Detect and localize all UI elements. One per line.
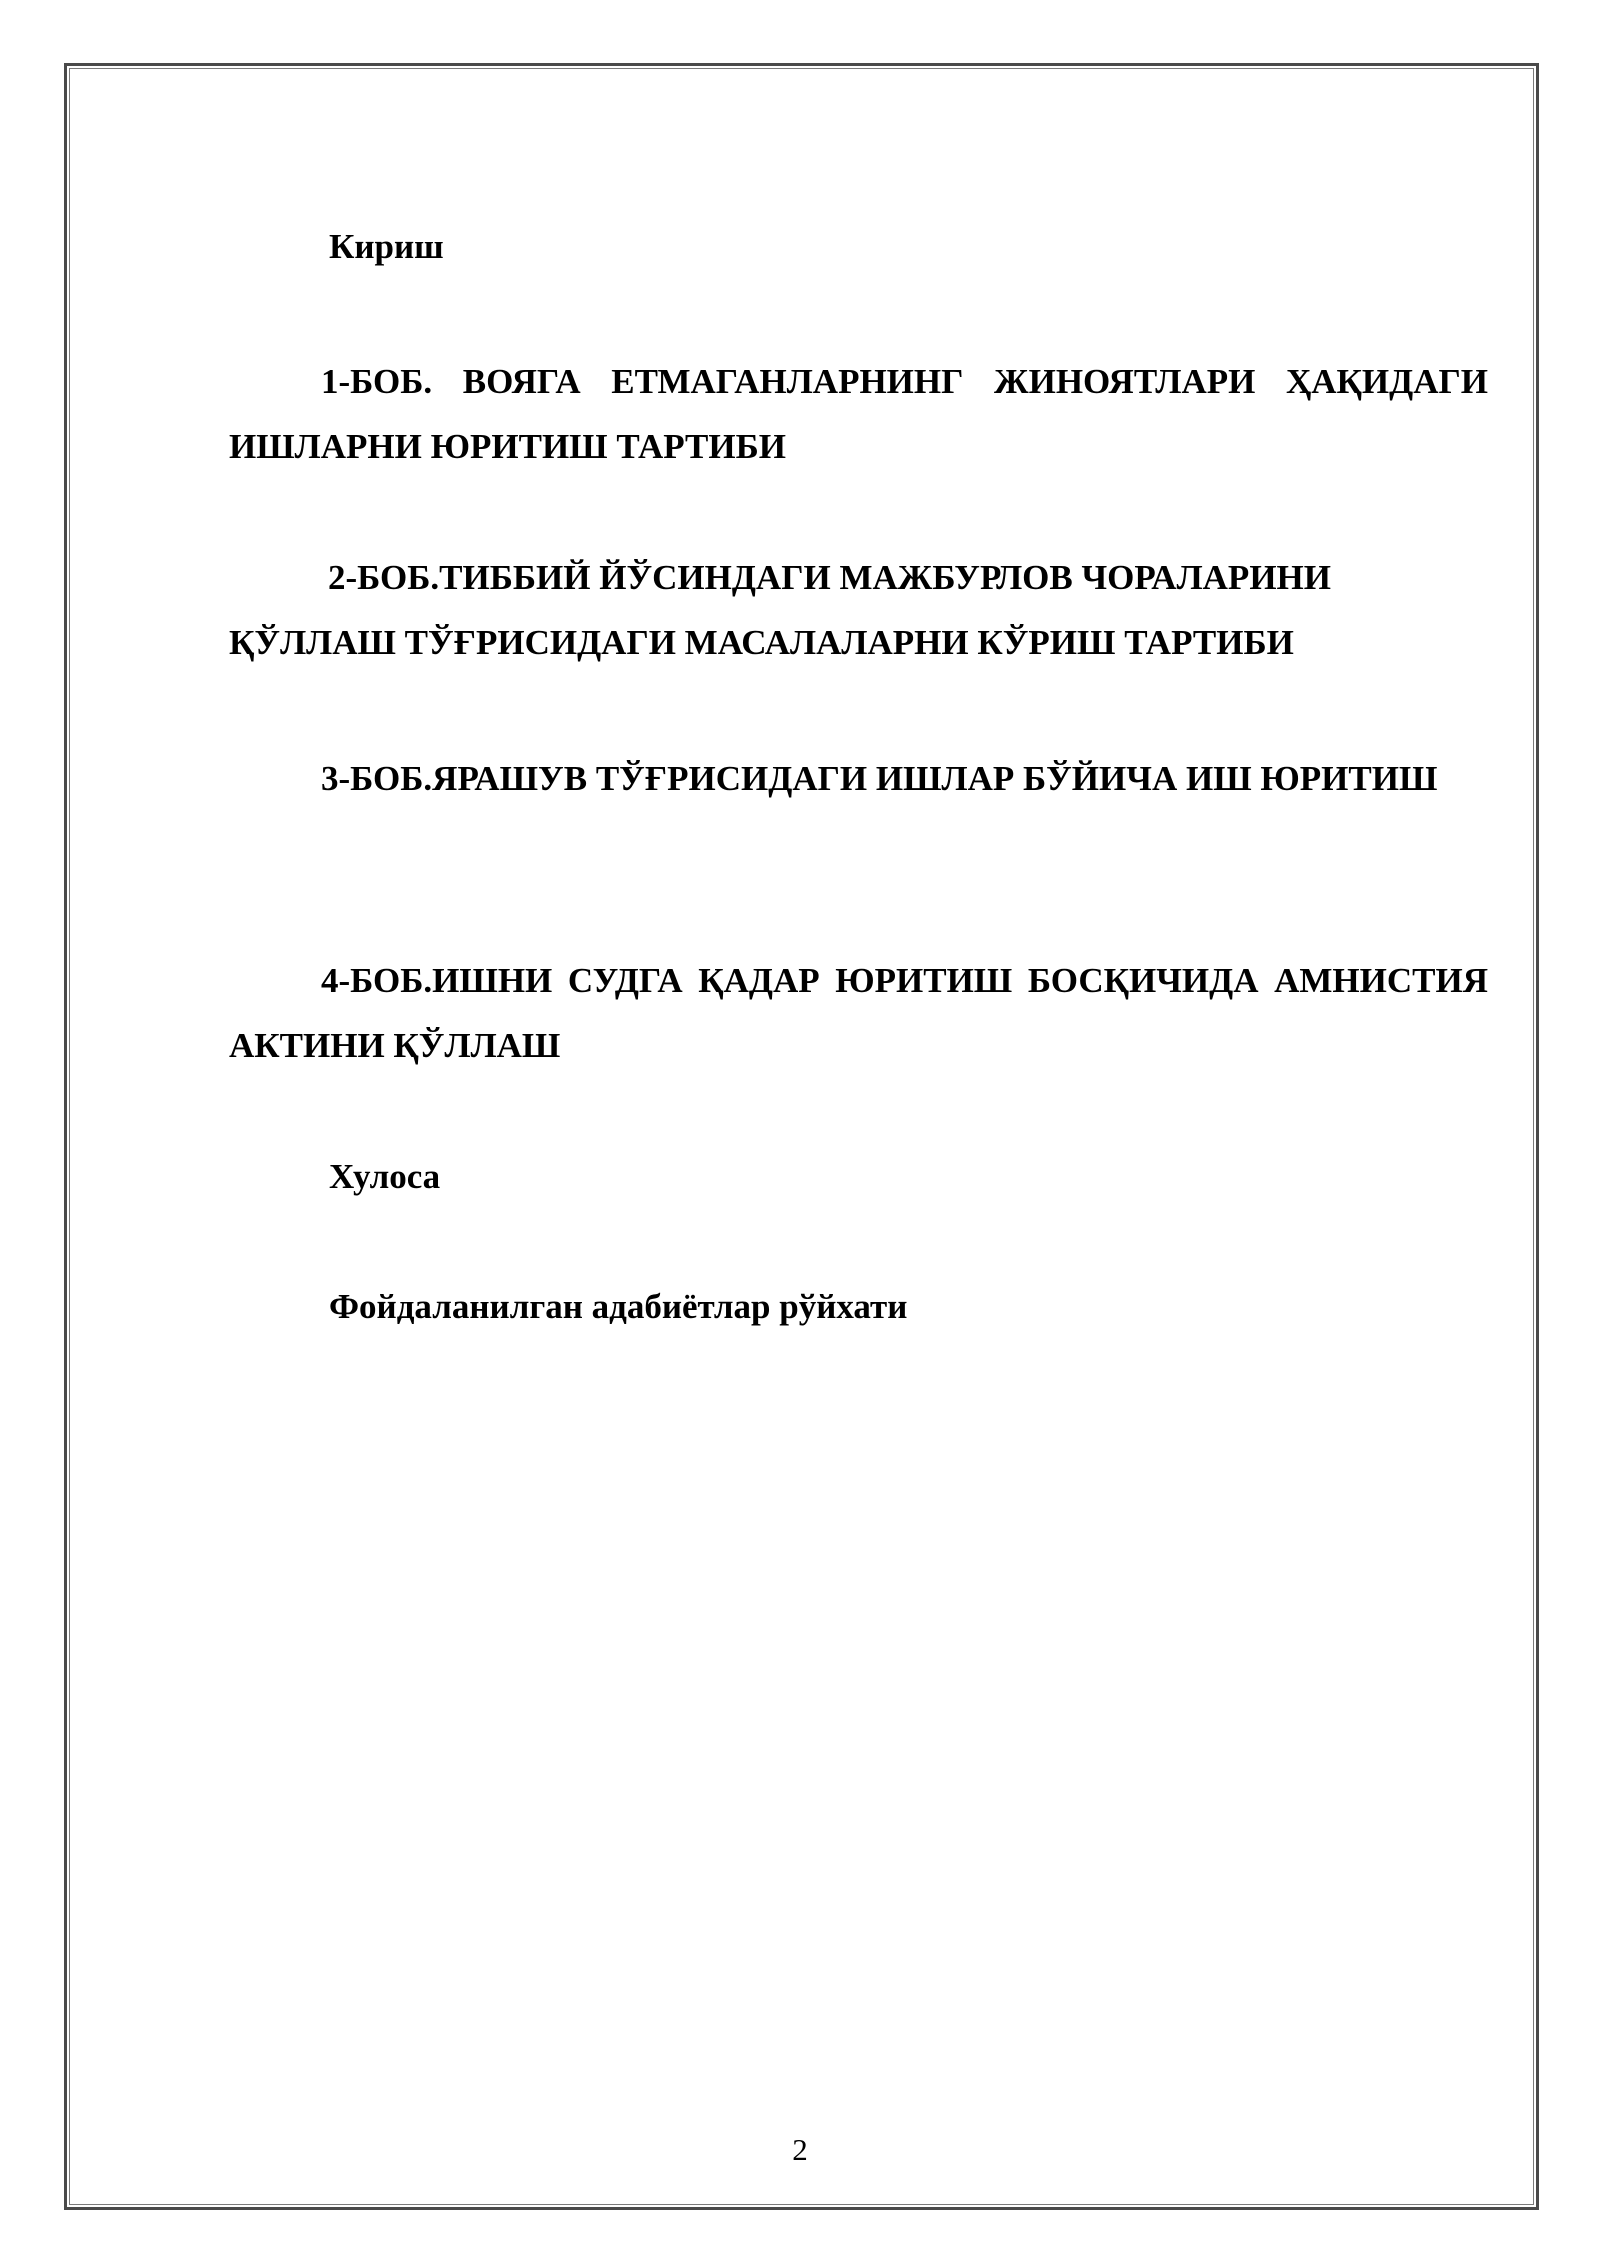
toc-entry-chapter-2: 2-БОБ.ТИББИЙ ЙЎСИНДАГИ МАЖБУРЛОВ ЧОРАЛАРИНИ ҚЎЛЛАШ ТЎҒРИСИДАГИ МАСАЛАЛАРНИ КЎРИШ ТАРТИБИ: [229, 558, 1331, 662]
toc-entry-chapter-4: 4-БОБ.ИШНИ СУДГА ҚАДАР ЮРИТИШ БОСҚИЧИДА АМНИСТИЯ АКТИНИ ҚЎЛЛАШ: [229, 961, 1488, 1065]
toc-entry-references: Фойдаланилган адабиётлар рўйхати: [329, 1287, 908, 1326]
toc-entry-chapter-1: 1-БОБ. ВОЯГА ЕТМАГАНЛАРНИНГ ЖИНОЯТЛАРИ ҲАҚИДАГИ ИШЛАРНИ ЮРИТИШ ТАРТИБИ: [229, 362, 1488, 466]
toc-entry-conclusion: Хулоса: [329, 1157, 441, 1196]
toc-entry-intro: Кириш: [329, 227, 444, 266]
page-number: 2: [792, 2132, 808, 2167]
toc-entry-chapter-3: 3-БОБ.ЯРАШУВ ТЎҒРИСИДАГИ ИШЛАР БЎЙИЧА ИШ ЮРИТИШ: [321, 759, 1438, 798]
